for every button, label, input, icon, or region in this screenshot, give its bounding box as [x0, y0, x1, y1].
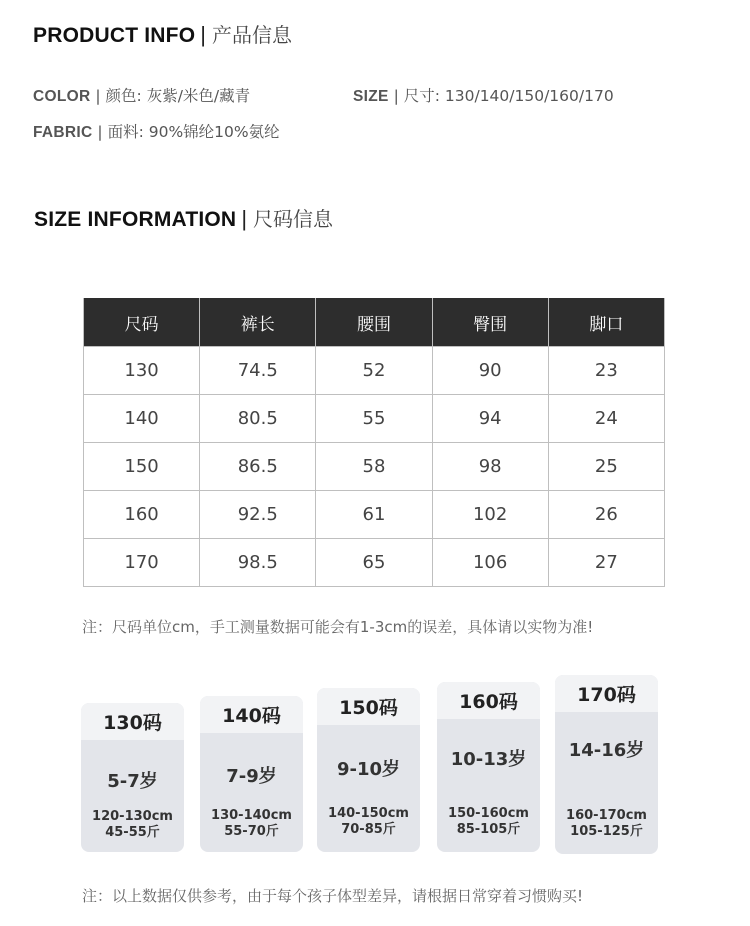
- fabric-label: FABRIC: [33, 124, 93, 141]
- card-age: 7-9岁: [226, 766, 277, 787]
- table-cell: 150: [84, 443, 200, 491]
- size-table: [83, 298, 665, 587]
- table-cell: 86.5: [200, 443, 316, 491]
- column-header-size: 尺码: [84, 298, 200, 347]
- product-info-heading: [33, 19, 292, 48]
- product-info-title-zh: 产品信息: [211, 23, 292, 47]
- size-information-title-en: SIZE INFORMATION: [34, 208, 237, 231]
- card-size-label: 140码: [200, 696, 303, 733]
- size-card-150: [317, 688, 420, 852]
- size-value: | 尺寸: 130/140/150/160/170: [388, 87, 614, 105]
- table-row: [84, 395, 665, 443]
- column-header-length: 裤长: [200, 298, 316, 347]
- table-cell: 74.5: [200, 347, 316, 395]
- color-info: [33, 84, 250, 106]
- card-height: 130-140cm: [211, 808, 292, 823]
- table-cell: 98: [432, 443, 548, 491]
- table-row: [84, 443, 665, 491]
- card-height: 160-170cm: [566, 808, 647, 823]
- table-cell: 65: [316, 539, 432, 587]
- card-weight: 70-85斤: [341, 822, 396, 837]
- column-header-hem: 脚口: [548, 298, 664, 347]
- table-cell: 140: [84, 395, 200, 443]
- card-size-label: 130码: [81, 703, 184, 740]
- card-height: 150-160cm: [448, 806, 529, 821]
- card-weight: 55-70斤: [224, 824, 279, 839]
- card-weight: 85-105斤: [456, 822, 521, 837]
- table-cell: 160: [84, 491, 200, 539]
- table-cell: 90: [432, 347, 548, 395]
- size-information-title-zh: 尺码信息: [253, 207, 334, 231]
- table-row: [84, 491, 665, 539]
- heading-separator: |: [200, 22, 206, 47]
- table-cell: 92.5: [200, 491, 316, 539]
- card-weight: 105-125斤: [570, 824, 643, 839]
- table-cell: 61: [316, 491, 432, 539]
- size-card-140: [200, 696, 303, 852]
- table-cell: 102: [432, 491, 548, 539]
- table-cell: 130: [84, 347, 200, 395]
- fabric-value: | 面料: 90%锦纶10%氨纶: [92, 123, 280, 141]
- table-cell: 55: [316, 395, 432, 443]
- table-cell: 80.5: [200, 395, 316, 443]
- card-size-label: 160码: [437, 682, 540, 719]
- table-cell: 170: [84, 539, 200, 587]
- card-height: 120-130cm: [92, 809, 173, 824]
- size-label: SIZE: [353, 88, 389, 105]
- size-card-130: [81, 703, 184, 852]
- table-row: [84, 539, 665, 587]
- card-age: 5-7岁: [107, 771, 158, 792]
- reference-note: 注：以上数据仅供参考，由于每个孩子体型差异，请根据日常穿着习惯购买!: [82, 887, 584, 905]
- fabric-info: [33, 120, 280, 142]
- column-header-hip: 臀围: [432, 298, 548, 347]
- card-height: 140-150cm: [328, 806, 409, 821]
- color-value: | 颜色: 灰紫/米色/藏青: [90, 87, 251, 105]
- size-card-160: [437, 682, 540, 852]
- column-header-waist: 腰围: [316, 298, 432, 347]
- card-size-label: 150码: [317, 688, 420, 725]
- table-cell: 25: [548, 443, 664, 491]
- table-cell: 23: [548, 347, 664, 395]
- size-info: [353, 84, 614, 106]
- card-age: 10-13岁: [450, 749, 527, 770]
- table-cell: 94: [432, 395, 548, 443]
- table-cell: 106: [432, 539, 548, 587]
- color-label: COLOR: [33, 88, 91, 105]
- table-cell: 58: [316, 443, 432, 491]
- table-cell: 26: [548, 491, 664, 539]
- table-cell: 98.5: [200, 539, 316, 587]
- card-age: 14-16岁: [568, 740, 645, 761]
- table-cell: 52: [316, 347, 432, 395]
- size-information-heading: [34, 203, 333, 232]
- table-cell: 27: [548, 539, 664, 587]
- table-header-row: [84, 298, 665, 347]
- measurement-note: 注：尺码单位cm，手工测量数据可能会有1-3cm的误差，具体请以实物为准!: [82, 618, 594, 636]
- product-info-title-en: PRODUCT INFO: [33, 24, 196, 47]
- heading-separator: |: [241, 206, 248, 231]
- card-size-label: 170码: [555, 675, 658, 712]
- card-age: 9-10岁: [336, 759, 401, 780]
- table-cell: 24: [548, 395, 664, 443]
- table-row: [84, 347, 665, 395]
- card-weight: 45-55斤: [105, 825, 160, 840]
- size-card-170: [555, 675, 658, 854]
